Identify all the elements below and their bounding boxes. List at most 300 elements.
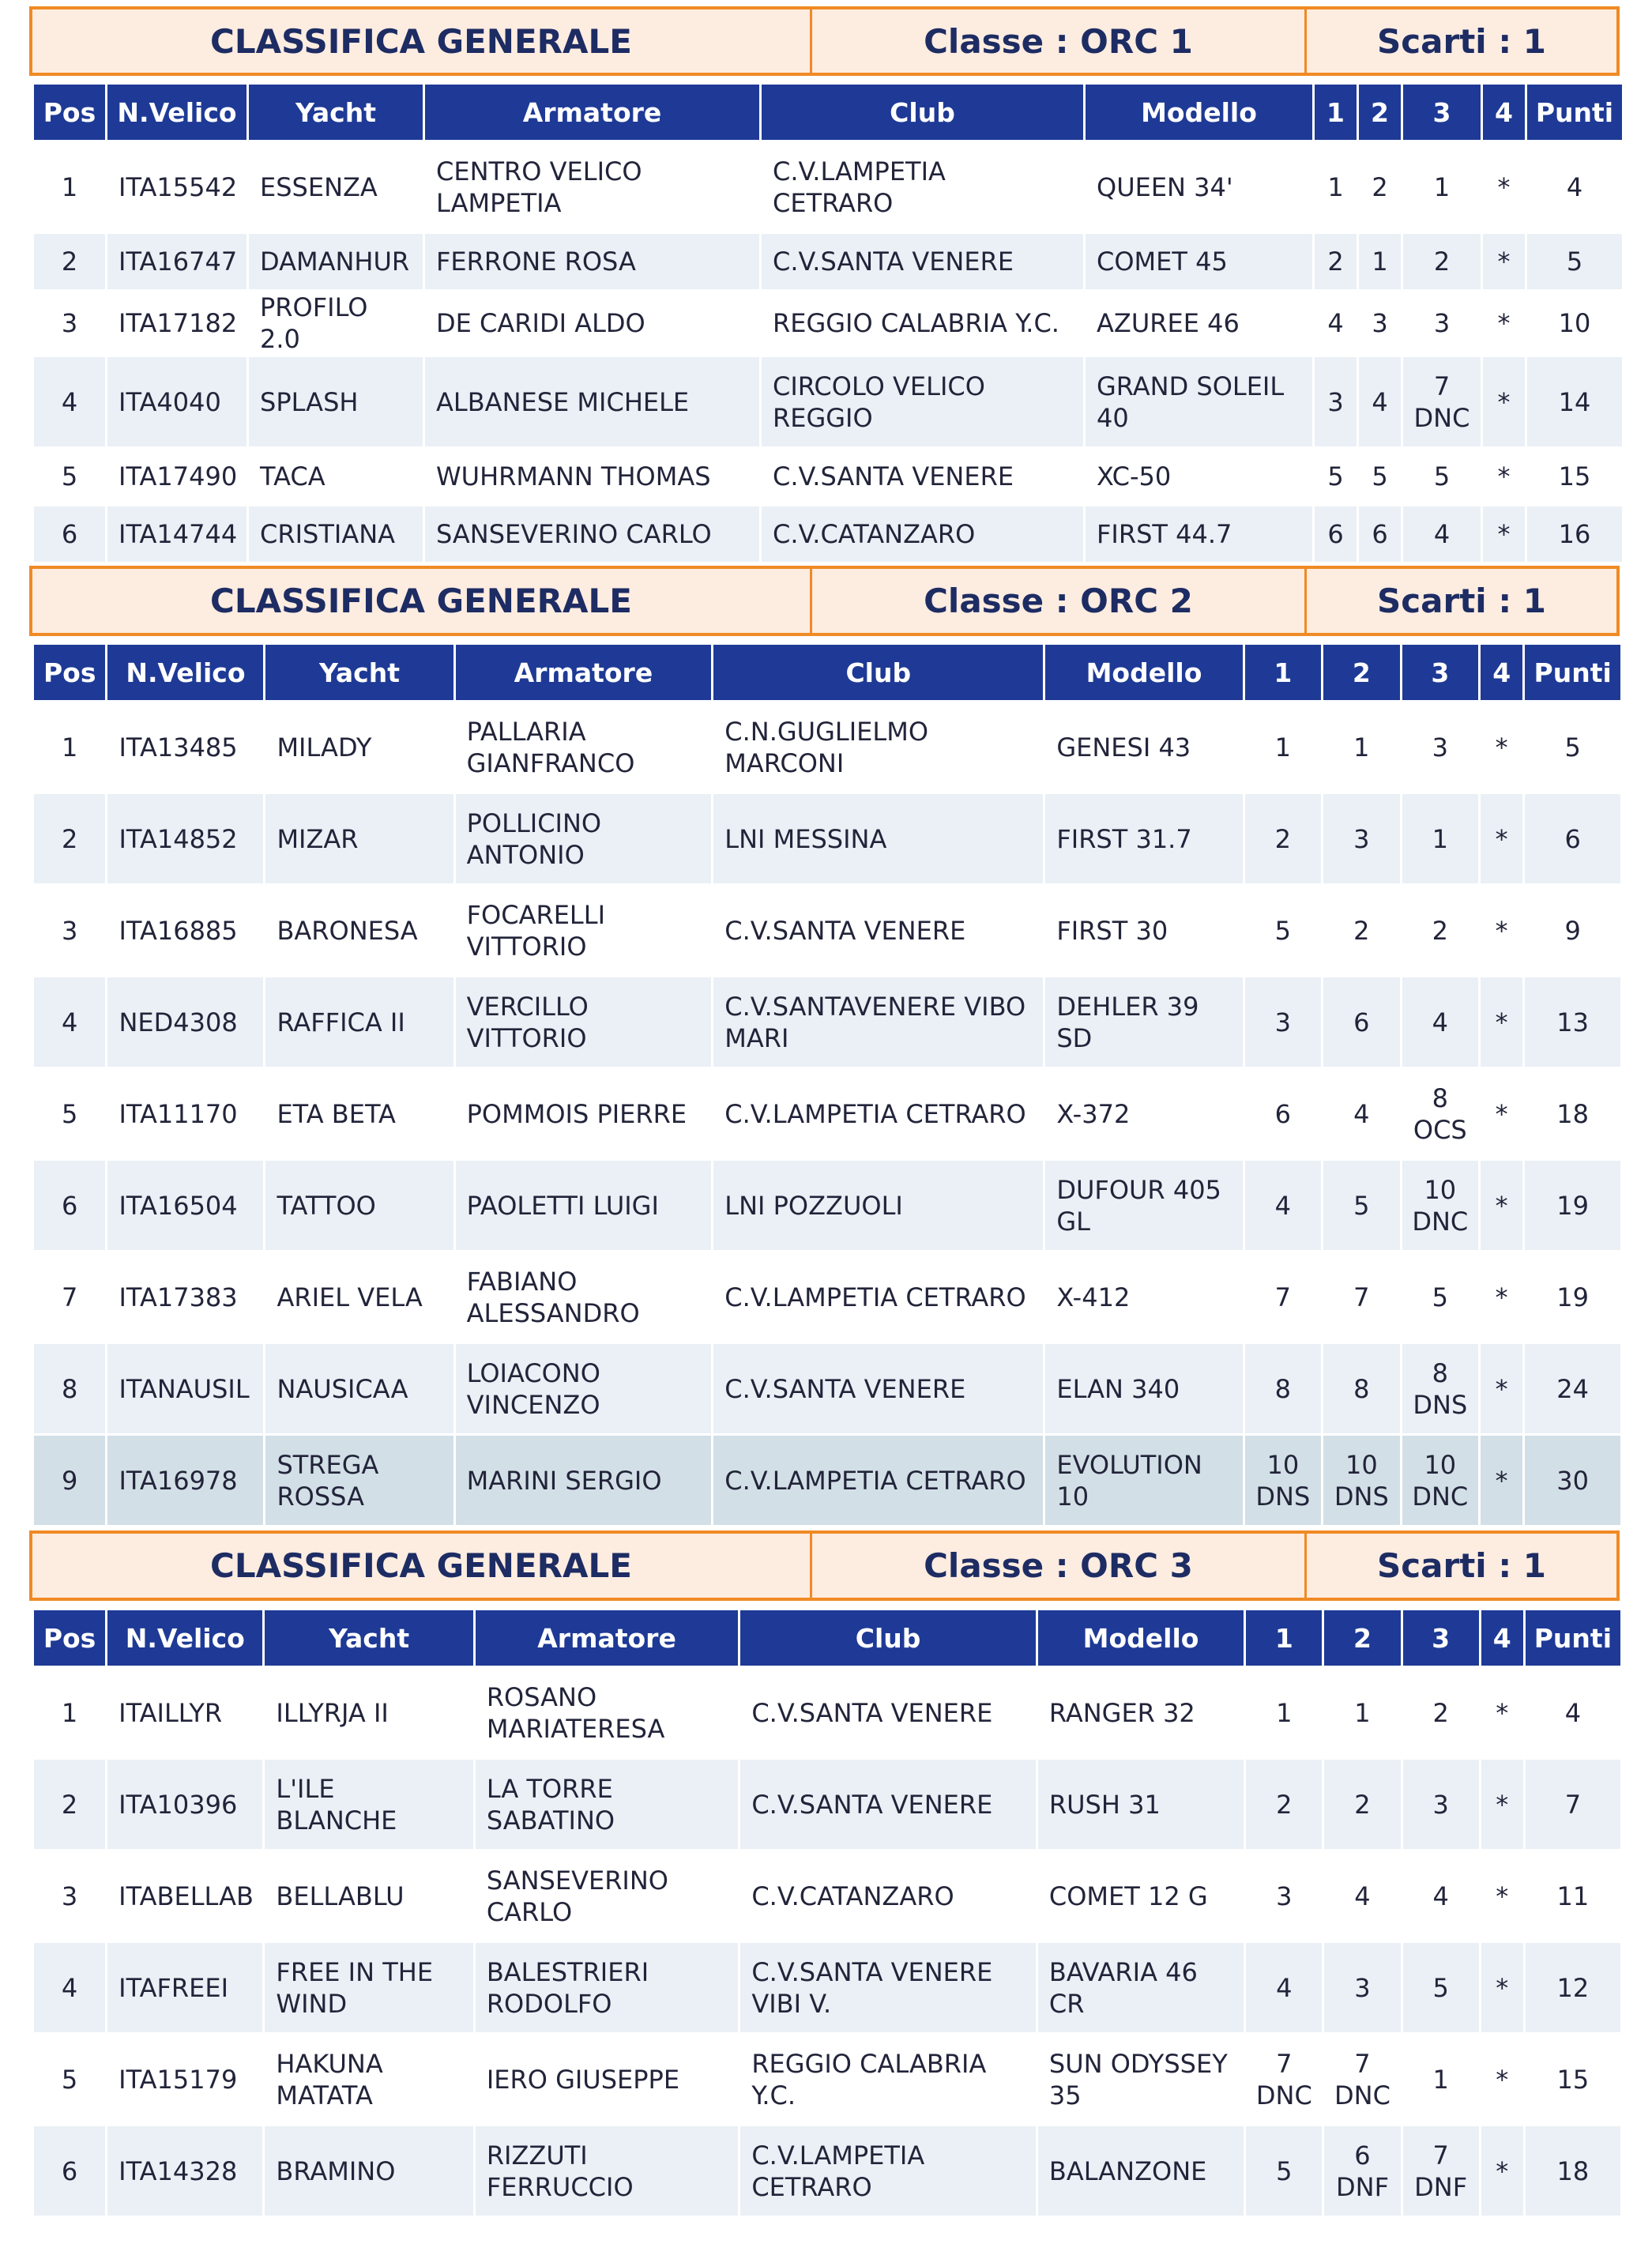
cell-yacht: BARONESA <box>265 886 453 975</box>
cell-yacht: RAFFICA II <box>265 977 453 1067</box>
cell-model: GENESI 43 <box>1045 702 1242 792</box>
cell-model: X-412 <box>1045 1252 1242 1342</box>
cell-yacht: STREGA ROSSA <box>265 1436 453 1525</box>
table-row <box>34 2126 1620 2216</box>
column-header-sail-number: N.Velico <box>107 85 246 140</box>
column-header-club: Club <box>740 1610 1036 1666</box>
cell-owner: LOIACONO VINCENZO <box>456 1344 712 1433</box>
cell-race-1: 4 <box>1245 1161 1321 1250</box>
cell-race-1: 1 <box>1245 702 1321 792</box>
cell-race-1: 5 <box>1246 2126 1322 2216</box>
cell-race-3: 4 <box>1403 1851 1479 1941</box>
table-row <box>34 449 1622 504</box>
cell-points: 14 <box>1527 357 1622 446</box>
cell-yacht: ETA BETA <box>265 1069 453 1158</box>
cell-yacht: BRAMINO <box>265 2126 472 2216</box>
cell-owner: FABIANO ALESSANDRO <box>456 1252 712 1342</box>
cell-model: COMET 12 G <box>1038 1851 1244 1941</box>
table-row <box>34 1760 1620 1849</box>
cell-race-2: 2 <box>1359 142 1401 232</box>
cell-race-1: 1 <box>1246 1668 1322 1757</box>
cell-race-2: 5 <box>1323 1161 1399 1250</box>
cell-club: C.N.GUGLIELMO MARCONI <box>713 702 1043 792</box>
cell-club: LNI POZZUOLI <box>713 1161 1043 1250</box>
cell-race-2: 2 <box>1323 886 1399 975</box>
cell-race-3: 10 DNC <box>1402 1161 1478 1250</box>
cell-race-2: 5 <box>1359 449 1401 504</box>
cell-club: C.V.CATANZARO <box>740 1851 1036 1941</box>
cell-club: C.V.LAMPETIA CETRARO <box>713 1436 1043 1525</box>
table-row <box>34 1943 1620 2032</box>
cell-pos: 2 <box>34 234 105 289</box>
cell-club: C.V.SANTA VENERE <box>740 1668 1036 1757</box>
cell-points: 15 <box>1527 449 1622 504</box>
cell-sail-number: ITA10396 <box>107 1760 262 1849</box>
cell-race-3: 1 <box>1402 794 1478 883</box>
cell-yacht: MIZAR <box>265 794 453 883</box>
cell-yacht: ILLYRJA II <box>265 1668 472 1757</box>
cell-yacht: FREE IN THE WIND <box>265 1943 472 2032</box>
cell-race-2: 7 <box>1323 1252 1399 1342</box>
cell-model: BALANZONE <box>1038 2126 1244 2216</box>
cell-race-4: * <box>1481 1344 1522 1433</box>
cell-model: ELAN 340 <box>1045 1344 1242 1433</box>
cell-race-2: 7 DNC <box>1324 2035 1400 2124</box>
cell-club: LNI MESSINA <box>713 794 1043 883</box>
column-header-points: Punti <box>1527 85 1622 140</box>
cell-race-4: * <box>1481 1436 1522 1525</box>
table-row <box>34 702 1620 792</box>
cell-race-3: 8 OCS <box>1402 1069 1478 1158</box>
cell-race-3: 10 DNC <box>1402 1436 1478 1525</box>
cell-pos: 3 <box>34 1851 105 1941</box>
column-header-sail-number: N.Velico <box>107 1610 262 1666</box>
column-header-race-3: 3 <box>1402 645 1478 700</box>
column-header-race-1: 1 <box>1246 1610 1322 1666</box>
column-header-points: Punti <box>1525 645 1620 700</box>
column-header-owner: Armatore <box>425 85 759 140</box>
cell-race-2: 4 <box>1324 1851 1400 1941</box>
cell-pos: 6 <box>34 506 105 562</box>
cell-race-4: * <box>1481 1668 1523 1757</box>
cell-race-3: 3 <box>1403 292 1481 355</box>
cell-sail-number: ITA13485 <box>107 702 263 792</box>
cell-sail-number: ITAFREEI <box>107 1943 262 2032</box>
cell-yacht: HAKUNA MATATA <box>265 2035 472 2124</box>
cell-points: 4 <box>1526 1668 1620 1757</box>
table-row <box>34 1069 1620 1158</box>
table-row <box>34 794 1620 883</box>
cell-race-2: 6 DNF <box>1324 2126 1400 2216</box>
cell-owner: WUHRMANN THOMAS <box>425 449 759 504</box>
cell-model: RUSH 31 <box>1038 1760 1244 1849</box>
column-header-model: Modello <box>1038 1610 1244 1666</box>
cell-race-2: 3 <box>1323 794 1399 883</box>
cell-race-3: 4 <box>1403 506 1481 562</box>
orc3-title-bar <box>29 1530 1620 1601</box>
cell-model: SUN ODYSSEY 35 <box>1038 2035 1244 2124</box>
cell-race-3: 5 <box>1402 1252 1478 1342</box>
cell-model: FIRST 31.7 <box>1045 794 1242 883</box>
cell-race-4: * <box>1481 1851 1523 1941</box>
orc2-scarti-label: Scarti : 1 <box>1304 569 1616 633</box>
cell-race-1: 6 <box>1245 1069 1321 1158</box>
cell-race-4: * <box>1481 2126 1523 2216</box>
column-header-points: Punti <box>1526 1610 1620 1666</box>
table-header-row <box>34 645 1620 700</box>
cell-yacht: TATTOO <box>265 1161 453 1250</box>
cell-yacht: ESSENZA <box>249 142 423 232</box>
column-header-yacht: Yacht <box>265 645 453 700</box>
cell-club: C.V.SANTA VENERE <box>740 1760 1036 1849</box>
cell-race-1: 10 DNS <box>1245 1436 1321 1525</box>
column-header-club: Club <box>762 85 1083 140</box>
cell-race-2: 10 DNS <box>1323 1436 1399 1525</box>
table-row <box>34 292 1622 355</box>
cell-points: 6 <box>1525 794 1620 883</box>
column-header-model: Modello <box>1086 85 1312 140</box>
table-row <box>34 1161 1620 1250</box>
table-header-row <box>34 85 1622 140</box>
cell-race-1: 8 <box>1245 1344 1321 1433</box>
cell-race-2: 4 <box>1323 1069 1399 1158</box>
cell-points: 7 <box>1526 1760 1620 1849</box>
cell-sail-number: NED4308 <box>107 977 263 1067</box>
cell-pos: 7 <box>34 1252 105 1342</box>
cell-race-2: 1 <box>1323 702 1399 792</box>
cell-owner: ALBANESE MICHELE <box>425 357 759 446</box>
cell-race-4: * <box>1481 886 1522 975</box>
cell-yacht: DAMANHUR <box>249 234 423 289</box>
column-header-pos: Pos <box>34 85 105 140</box>
cell-model: QUEEN 34' <box>1086 142 1312 232</box>
cell-sail-number: ITA4040 <box>107 357 246 446</box>
column-header-race-3: 3 <box>1403 1610 1479 1666</box>
cell-sail-number: ITA17490 <box>107 449 246 504</box>
cell-model: RANGER 32 <box>1038 1668 1244 1757</box>
cell-sail-number: ITA15542 <box>107 142 246 232</box>
orc3-title: CLASSIFICA GENERALE <box>210 1546 632 1585</box>
cell-race-3: 5 <box>1403 449 1481 504</box>
cell-pos: 1 <box>34 702 105 792</box>
table-row <box>34 1668 1620 1757</box>
column-header-race-1: 1 <box>1245 645 1321 700</box>
cell-race-2: 2 <box>1324 1760 1400 1849</box>
orc3-results-table <box>32 1608 1623 2218</box>
cell-owner: FOCARELLI VITTORIO <box>456 886 712 975</box>
column-header-pos: Pos <box>34 645 105 700</box>
cell-sail-number: ITA14328 <box>107 2126 262 2216</box>
column-header-race-2: 2 <box>1359 85 1401 140</box>
table-row <box>34 977 1620 1067</box>
cell-points: 24 <box>1525 1344 1620 1433</box>
column-header-sail-number: N.Velico <box>107 645 263 700</box>
cell-club: C.V.SANTA VENERE <box>713 886 1043 975</box>
cell-pos: 5 <box>34 2035 105 2124</box>
cell-race-3: 2 <box>1402 886 1478 975</box>
column-header-yacht: Yacht <box>249 85 423 140</box>
cell-pos: 2 <box>34 794 105 883</box>
column-header-owner: Armatore <box>456 645 712 700</box>
table-row <box>34 1436 1620 1525</box>
cell-club: C.V.SANTA VENERE <box>762 449 1083 504</box>
cell-race-3: 1 <box>1403 2035 1479 2124</box>
cell-sail-number: ITA14852 <box>107 794 263 883</box>
cell-sail-number: ITA16978 <box>107 1436 263 1525</box>
cell-sail-number: ITA11170 <box>107 1069 263 1158</box>
column-header-race-4: 4 <box>1481 1610 1523 1666</box>
cell-pos: 4 <box>34 1943 105 2032</box>
cell-club: CIRCOLO VELICO REGGIO <box>762 357 1083 446</box>
cell-race-4: * <box>1483 449 1525 504</box>
cell-race-4: * <box>1483 357 1525 446</box>
cell-owner: POLLICINO ANTONIO <box>456 794 712 883</box>
cell-race-2: 4 <box>1359 357 1401 446</box>
cell-pos: 3 <box>34 292 105 355</box>
column-header-club: Club <box>713 645 1043 700</box>
cell-points: 19 <box>1525 1252 1620 1342</box>
cell-pos: 4 <box>34 357 105 446</box>
cell-model: BAVARIA 46 CR <box>1038 1943 1244 2032</box>
cell-model: XC-50 <box>1086 449 1312 504</box>
cell-race-3: 4 <box>1402 977 1478 1067</box>
cell-race-4: * <box>1483 234 1525 289</box>
cell-club: REGGIO CALABRIA Y.C. <box>762 292 1083 355</box>
cell-race-3: 1 <box>1403 142 1481 232</box>
cell-pos: 2 <box>34 1760 105 1849</box>
cell-race-1: 7 <box>1245 1252 1321 1342</box>
cell-sail-number: ITA16747 <box>107 234 246 289</box>
table-row <box>34 142 1622 232</box>
cell-points: 30 <box>1525 1436 1620 1525</box>
cell-race-3: 3 <box>1403 1760 1479 1849</box>
cell-owner: CENTRO VELICO LAMPETIA <box>425 142 759 232</box>
orc2-results-table <box>32 642 1623 1527</box>
cell-race-1: 2 <box>1245 794 1321 883</box>
cell-points: 5 <box>1525 702 1620 792</box>
cell-pos: 6 <box>34 1161 105 1250</box>
cell-model: EVOLUTION 10 <box>1045 1436 1242 1525</box>
table-row <box>34 234 1622 289</box>
cell-points: 11 <box>1526 1851 1620 1941</box>
cell-points: 13 <box>1525 977 1620 1067</box>
cell-sail-number: ITA16885 <box>107 886 263 975</box>
cell-sail-number: ITANAUSIL <box>107 1344 263 1433</box>
orc1-class-label: Classe : ORC 1 <box>810 9 1304 73</box>
cell-pos: 8 <box>34 1344 105 1433</box>
cell-race-2: 3 <box>1324 1943 1400 2032</box>
cell-owner: LA TORRE SABATINO <box>476 1760 739 1849</box>
cell-owner: POMMOIS PIERRE <box>456 1069 712 1158</box>
cell-race-4: * <box>1483 506 1525 562</box>
cell-club: C.V.SANTA VENERE <box>713 1344 1043 1433</box>
cell-points: 18 <box>1526 2126 1620 2216</box>
cell-yacht: TACA <box>249 449 423 504</box>
cell-points: 10 <box>1527 292 1622 355</box>
cell-race-3: 7 DNF <box>1403 2126 1479 2216</box>
cell-club: C.V.SANTA VENERE <box>762 234 1083 289</box>
orc1-title: CLASSIFICA GENERALE <box>210 21 632 61</box>
cell-owner: FERRONE ROSA <box>425 234 759 289</box>
cell-pos: 5 <box>34 449 105 504</box>
cell-race-4: * <box>1481 1760 1523 1849</box>
cell-race-1: 7 DNC <box>1246 2035 1322 2124</box>
cell-race-3: 7 DNC <box>1403 357 1481 446</box>
cell-pos: 9 <box>34 1436 105 1525</box>
cell-owner: SANSEVERINO CARLO <box>425 506 759 562</box>
cell-owner: PAOLETTI LUIGI <box>456 1161 712 1250</box>
cell-model: FIRST 30 <box>1045 886 1242 975</box>
cell-model: AZUREE 46 <box>1086 292 1312 355</box>
cell-race-2: 6 <box>1323 977 1399 1067</box>
orc1-scarti-label: Scarti : 1 <box>1304 9 1616 73</box>
cell-pos: 6 <box>34 2126 105 2216</box>
table-row <box>34 357 1622 446</box>
cell-race-2: 1 <box>1324 1668 1400 1757</box>
cell-race-1: 5 <box>1245 886 1321 975</box>
cell-race-1: 4 <box>1246 1943 1322 2032</box>
cell-sail-number: ITA15179 <box>107 2035 262 2124</box>
cell-sail-number: ITAILLYR <box>107 1668 262 1757</box>
cell-sail-number: ITA16504 <box>107 1161 263 1250</box>
table-row <box>34 886 1620 975</box>
table-row <box>34 1344 1620 1433</box>
orc3-scarti-label: Scarti : 1 <box>1304 1534 1616 1598</box>
cell-club: C.V.SANTAVENERE VIBO MARI <box>713 977 1043 1067</box>
cell-points: 5 <box>1527 234 1622 289</box>
orc3-class-label: Classe : ORC 3 <box>810 1534 1304 1598</box>
orc1-results-table <box>32 82 1624 564</box>
column-header-race-4: 4 <box>1483 85 1525 140</box>
cell-pos: 1 <box>34 1668 105 1757</box>
cell-owner: VERCILLO VITTORIO <box>456 977 712 1067</box>
column-header-yacht: Yacht <box>265 1610 472 1666</box>
cell-model: GRAND SOLEIL 40 <box>1086 357 1312 446</box>
cell-points: 19 <box>1525 1161 1620 1250</box>
cell-race-1: 2 <box>1246 1760 1322 1849</box>
cell-race-4: * <box>1483 142 1525 232</box>
cell-owner: MARINI SERGIO <box>456 1436 712 1525</box>
cell-race-1: 4 <box>1315 292 1357 355</box>
cell-points: 12 <box>1526 1943 1620 2032</box>
cell-race-4: * <box>1481 2035 1523 2124</box>
cell-race-4: * <box>1481 1069 1522 1158</box>
cell-sail-number: ITA17383 <box>107 1252 263 1342</box>
cell-model: FIRST 44.7 <box>1086 506 1312 562</box>
cell-race-3: 8 DNS <box>1402 1344 1478 1433</box>
orc2-title: CLASSIFICA GENERALE <box>210 582 632 620</box>
cell-yacht: BELLABLU <box>265 1851 472 1941</box>
cell-club: REGGIO CALABRIA Y.C. <box>740 2035 1036 2124</box>
cell-yacht: NAUSICAA <box>265 1344 453 1433</box>
table-row <box>34 2035 1620 2124</box>
cell-pos: 3 <box>34 886 105 975</box>
cell-pos: 1 <box>34 142 105 232</box>
cell-points: 9 <box>1525 886 1620 975</box>
cell-owner: IERO GIUSEPPE <box>476 2035 739 2124</box>
cell-race-1: 5 <box>1315 449 1357 504</box>
cell-owner: PALLARIA GIANFRANCO <box>456 702 712 792</box>
cell-yacht: PROFILO 2.0 <box>249 292 423 355</box>
cell-points: 16 <box>1527 506 1622 562</box>
cell-race-2: 3 <box>1359 292 1401 355</box>
cell-model: DEHLER 39 SD <box>1045 977 1242 1067</box>
cell-owner: SANSEVERINO CARLO <box>476 1851 739 1941</box>
cell-owner: RIZZUTI FERRUCCIO <box>476 2126 739 2216</box>
orc2-class-label: Classe : ORC 2 <box>810 569 1304 633</box>
cell-race-1: 1 <box>1315 142 1357 232</box>
cell-race-4: * <box>1481 1252 1522 1342</box>
cell-club: C.V.LAMPETIA CETRARO <box>740 2126 1036 2216</box>
cell-sail-number: ITABELLAB <box>107 1851 262 1941</box>
column-header-model: Modello <box>1045 645 1242 700</box>
cell-club: C.V.SANTA VENERE VIBI V. <box>740 1943 1036 2032</box>
cell-race-1: 3 <box>1315 357 1357 446</box>
cell-race-1: 6 <box>1315 506 1357 562</box>
column-header-race-4: 4 <box>1481 645 1522 700</box>
cell-race-4: * <box>1483 292 1525 355</box>
column-header-owner: Armatore <box>476 1610 739 1666</box>
cell-club: C.V.CATANZARO <box>762 506 1083 562</box>
cell-race-3: 2 <box>1403 234 1481 289</box>
table-header-row <box>34 1610 1620 1666</box>
cell-yacht: CRISTIANA <box>249 506 423 562</box>
cell-race-2: 8 <box>1323 1344 1399 1433</box>
cell-race-3: 2 <box>1403 1668 1479 1757</box>
column-header-race-2: 2 <box>1324 1610 1400 1666</box>
cell-race-2: 1 <box>1359 234 1401 289</box>
cell-owner: ROSANO MARIATERESA <box>476 1668 739 1757</box>
cell-race-1: 3 <box>1245 977 1321 1067</box>
cell-race-1: 3 <box>1246 1851 1322 1941</box>
cell-race-4: * <box>1481 1161 1522 1250</box>
cell-race-3: 3 <box>1402 702 1478 792</box>
cell-race-3: 5 <box>1403 1943 1479 2032</box>
cell-yacht: MILADY <box>265 702 453 792</box>
column-header-pos: Pos <box>34 1610 105 1666</box>
cell-race-1: 2 <box>1315 234 1357 289</box>
cell-sail-number: ITA14744 <box>107 506 246 562</box>
cell-yacht: ARIEL VELA <box>265 1252 453 1342</box>
cell-race-4: * <box>1481 977 1522 1067</box>
cell-race-4: * <box>1481 794 1522 883</box>
cell-pos: 4 <box>34 977 105 1067</box>
orc2-title-bar <box>29 566 1620 636</box>
cell-sail-number: ITA17182 <box>107 292 246 355</box>
cell-owner: DE CARIDI ALDO <box>425 292 759 355</box>
cell-race-4: * <box>1481 702 1522 792</box>
cell-points: 4 <box>1527 142 1622 232</box>
table-row <box>34 506 1622 562</box>
cell-race-4: * <box>1481 1943 1523 2032</box>
cell-model: DUFOUR 405 GL <box>1045 1161 1242 1250</box>
cell-owner: BALESTRIERI RODOLFO <box>476 1943 739 2032</box>
column-header-race-1: 1 <box>1315 85 1357 140</box>
cell-yacht: SPLASH <box>249 357 423 446</box>
cell-pos: 5 <box>34 1069 105 1158</box>
cell-club: C.V.LAMPETIA CETRARO <box>713 1069 1043 1158</box>
table-row <box>34 1252 1620 1342</box>
cell-race-2: 6 <box>1359 506 1401 562</box>
cell-points: 18 <box>1525 1069 1620 1158</box>
cell-model: X-372 <box>1045 1069 1242 1158</box>
table-row <box>34 1851 1620 1941</box>
cell-model: COMET 45 <box>1086 234 1312 289</box>
cell-points: 15 <box>1526 2035 1620 2124</box>
orc1-title-bar <box>29 6 1620 76</box>
cell-club: C.V.LAMPETIA CETRARO <box>713 1252 1043 1342</box>
cell-club: C.V.LAMPETIA CETRARO <box>762 142 1083 232</box>
